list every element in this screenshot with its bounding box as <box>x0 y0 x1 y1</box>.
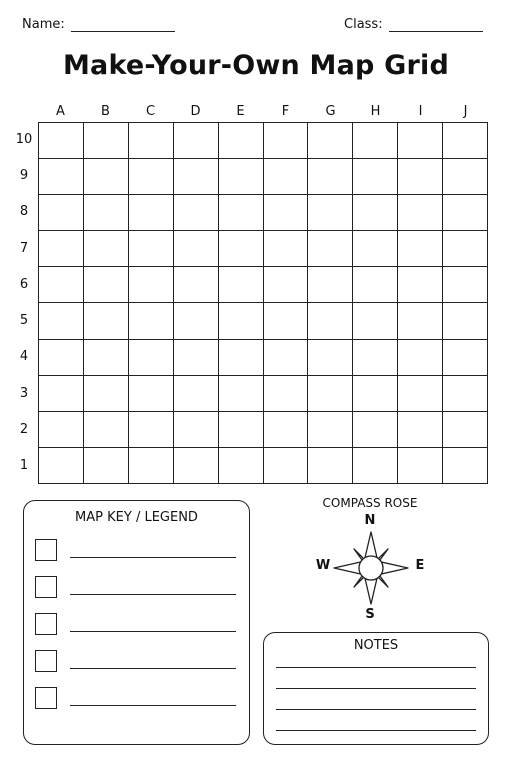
grid-cell[interactable] <box>308 195 353 231</box>
grid-cell[interactable] <box>219 303 264 339</box>
grid-cell[interactable] <box>443 123 488 159</box>
grid-cell[interactable] <box>39 123 84 159</box>
notes-line[interactable] <box>276 667 476 668</box>
grid-cell[interactable] <box>219 340 264 376</box>
grid-cell[interactable] <box>174 340 219 376</box>
grid-cell[interactable] <box>264 123 309 159</box>
grid-cell[interactable] <box>174 159 219 195</box>
legend-entry[interactable] <box>35 576 236 598</box>
grid-cell[interactable] <box>353 123 398 159</box>
grid-cell[interactable] <box>129 195 174 231</box>
grid-cell[interactable] <box>264 412 309 448</box>
column-label: E <box>236 104 245 119</box>
compass-south-label: S <box>365 607 375 622</box>
grid-cell[interactable] <box>308 123 353 159</box>
grid-cell[interactable] <box>129 448 174 484</box>
row-label: 6 <box>19 277 29 292</box>
legend-blank-line[interactable] <box>70 705 236 706</box>
grid-cell[interactable] <box>39 267 84 303</box>
grid-cell[interactable] <box>353 412 398 448</box>
grid-cell[interactable] <box>353 340 398 376</box>
map-grid[interactable] <box>38 122 488 484</box>
grid-cell[interactable] <box>264 195 309 231</box>
grid-cell[interactable] <box>308 376 353 412</box>
grid-cell[interactable] <box>443 412 488 448</box>
grid-cell[interactable] <box>398 267 443 303</box>
grid-cell[interactable] <box>353 195 398 231</box>
row-label: 8 <box>19 204 29 219</box>
compass-rose-icon <box>330 528 412 608</box>
grid-cell[interactable] <box>174 448 219 484</box>
class-blank-line[interactable] <box>389 17 483 32</box>
row-label: 3 <box>19 386 29 401</box>
grid-cell[interactable] <box>39 412 84 448</box>
grid-cell[interactable] <box>264 340 309 376</box>
grid-cell[interactable] <box>398 448 443 484</box>
grid-cell[interactable] <box>219 195 264 231</box>
legend-entry[interactable] <box>35 613 236 635</box>
grid-cell[interactable] <box>129 159 174 195</box>
grid-cell[interactable] <box>398 123 443 159</box>
row-label: 5 <box>19 313 29 328</box>
grid-cell[interactable] <box>308 267 353 303</box>
grid-cell[interactable] <box>174 231 219 267</box>
grid-cell[interactable] <box>308 159 353 195</box>
class-field[interactable] <box>344 17 483 32</box>
grid-cell[interactable] <box>84 231 129 267</box>
grid-cell[interactable] <box>353 303 398 339</box>
grid-cell[interactable] <box>353 267 398 303</box>
grid-cell[interactable] <box>219 231 264 267</box>
grid-cell[interactable] <box>174 267 219 303</box>
grid-cell[interactable] <box>84 448 129 484</box>
grid-cell[interactable] <box>308 340 353 376</box>
column-label: C <box>145 104 156 119</box>
grid-cell[interactable] <box>443 195 488 231</box>
grid-cell[interactable] <box>39 195 84 231</box>
legend-entry[interactable] <box>35 650 236 672</box>
grid-cell[interactable] <box>84 340 129 376</box>
grid-cell[interactable] <box>443 267 488 303</box>
grid-cell[interactable] <box>219 448 264 484</box>
grid-cell[interactable] <box>174 412 219 448</box>
column-label: G <box>325 104 336 119</box>
grid-cell[interactable] <box>308 412 353 448</box>
legend-blank-line[interactable] <box>70 668 236 669</box>
row-label: 4 <box>19 349 29 364</box>
notes-title: NOTES <box>353 638 399 653</box>
compass-title: COMPASS ROSE <box>322 496 418 510</box>
grid-cell[interactable] <box>398 231 443 267</box>
name-blank-line[interactable] <box>71 17 175 32</box>
grid-cell[interactable] <box>39 340 84 376</box>
grid-cell[interactable] <box>129 267 174 303</box>
grid-cell[interactable] <box>264 376 309 412</box>
grid-cell[interactable] <box>219 159 264 195</box>
column-label: F <box>281 104 290 119</box>
grid-cell[interactable] <box>84 267 129 303</box>
legend-blank-line[interactable] <box>70 594 236 595</box>
legend-swatch-box[interactable] <box>35 613 57 635</box>
grid-cell[interactable] <box>84 412 129 448</box>
notes-panel <box>263 632 489 745</box>
grid-cell[interactable] <box>264 448 309 484</box>
grid-cell[interactable] <box>398 195 443 231</box>
name-field[interactable] <box>22 17 175 32</box>
grid-cell[interactable] <box>443 376 488 412</box>
legend-panel <box>23 500 250 745</box>
legend-entry[interactable] <box>35 539 236 561</box>
grid-cell[interactable] <box>398 376 443 412</box>
grid-cell[interactable] <box>308 231 353 267</box>
grid-cell[interactable] <box>129 231 174 267</box>
grid-cell[interactable] <box>353 159 398 195</box>
grid-cell[interactable] <box>353 376 398 412</box>
column-label: I <box>418 104 423 119</box>
legend-entry[interactable] <box>35 687 236 709</box>
name-label: Name: <box>22 17 65 32</box>
column-label: B <box>101 104 110 119</box>
notes-line[interactable] <box>276 730 476 731</box>
grid-cell[interactable] <box>308 303 353 339</box>
grid-cell[interactable] <box>264 159 309 195</box>
compass-north-label: N <box>364 513 376 528</box>
legend-blank-line[interactable] <box>70 557 236 558</box>
grid-cell[interactable] <box>129 303 174 339</box>
grid-cell[interactable] <box>353 231 398 267</box>
grid-cell[interactable] <box>84 123 129 159</box>
row-label: 1 <box>19 458 29 473</box>
legend-blank-line[interactable] <box>70 631 236 632</box>
grid-cell[interactable] <box>39 159 84 195</box>
grid-cell[interactable] <box>39 303 84 339</box>
grid-cell[interactable] <box>174 376 219 412</box>
grid-cell[interactable] <box>39 376 84 412</box>
grid-cell[interactable] <box>84 195 129 231</box>
grid-cell[interactable] <box>129 340 174 376</box>
grid-cell[interactable] <box>264 303 309 339</box>
legend-swatch-box[interactable] <box>35 539 57 561</box>
legend-swatch-box[interactable] <box>35 576 57 598</box>
grid-cell[interactable] <box>443 340 488 376</box>
class-label: Class: <box>344 17 383 32</box>
grid-cell[interactable] <box>39 448 84 484</box>
grid-cell[interactable] <box>443 159 488 195</box>
compass-west-label: W <box>315 558 331 573</box>
grid-cell[interactable] <box>264 267 309 303</box>
grid-cell[interactable] <box>353 448 398 484</box>
legend-swatch-box[interactable] <box>35 687 57 709</box>
grid-cell[interactable] <box>84 376 129 412</box>
grid-cell[interactable] <box>219 123 264 159</box>
grid-cell[interactable] <box>39 231 84 267</box>
column-label: H <box>370 104 381 119</box>
grid-cell[interactable] <box>174 195 219 231</box>
grid-cell[interactable] <box>308 448 353 484</box>
grid-cell[interactable] <box>398 412 443 448</box>
grid-cell[interactable] <box>84 159 129 195</box>
grid-cell[interactable] <box>174 123 219 159</box>
notes-line[interactable] <box>276 709 476 710</box>
notes-line[interactable] <box>276 688 476 689</box>
row-label: 9 <box>19 168 29 183</box>
compass-east-label: E <box>415 558 425 573</box>
grid-cell[interactable] <box>443 303 488 339</box>
grid-cell[interactable] <box>174 303 219 339</box>
legend-swatch-box[interactable] <box>35 650 57 672</box>
grid-cell[interactable] <box>398 340 443 376</box>
column-label: A <box>56 104 65 119</box>
grid-cell[interactable] <box>129 123 174 159</box>
grid-cell[interactable] <box>129 376 174 412</box>
page-title: Make-Your-Own Map Grid <box>62 50 450 81</box>
grid-cell[interactable] <box>443 448 488 484</box>
row-label: 7 <box>19 241 29 256</box>
grid-cell[interactable] <box>219 412 264 448</box>
grid-cell[interactable] <box>219 267 264 303</box>
column-label: J <box>463 104 468 119</box>
row-label: 10 <box>15 132 33 147</box>
grid-cell[interactable] <box>219 376 264 412</box>
grid-cell[interactable] <box>398 303 443 339</box>
column-label: D <box>190 104 201 119</box>
grid-cell[interactable] <box>264 231 309 267</box>
grid-cell[interactable] <box>443 231 488 267</box>
grid-cell[interactable] <box>398 159 443 195</box>
grid-cell[interactable] <box>84 303 129 339</box>
row-label: 2 <box>19 422 29 437</box>
grid-cell[interactable] <box>129 412 174 448</box>
legend-title: MAP KEY / LEGEND <box>75 510 198 525</box>
